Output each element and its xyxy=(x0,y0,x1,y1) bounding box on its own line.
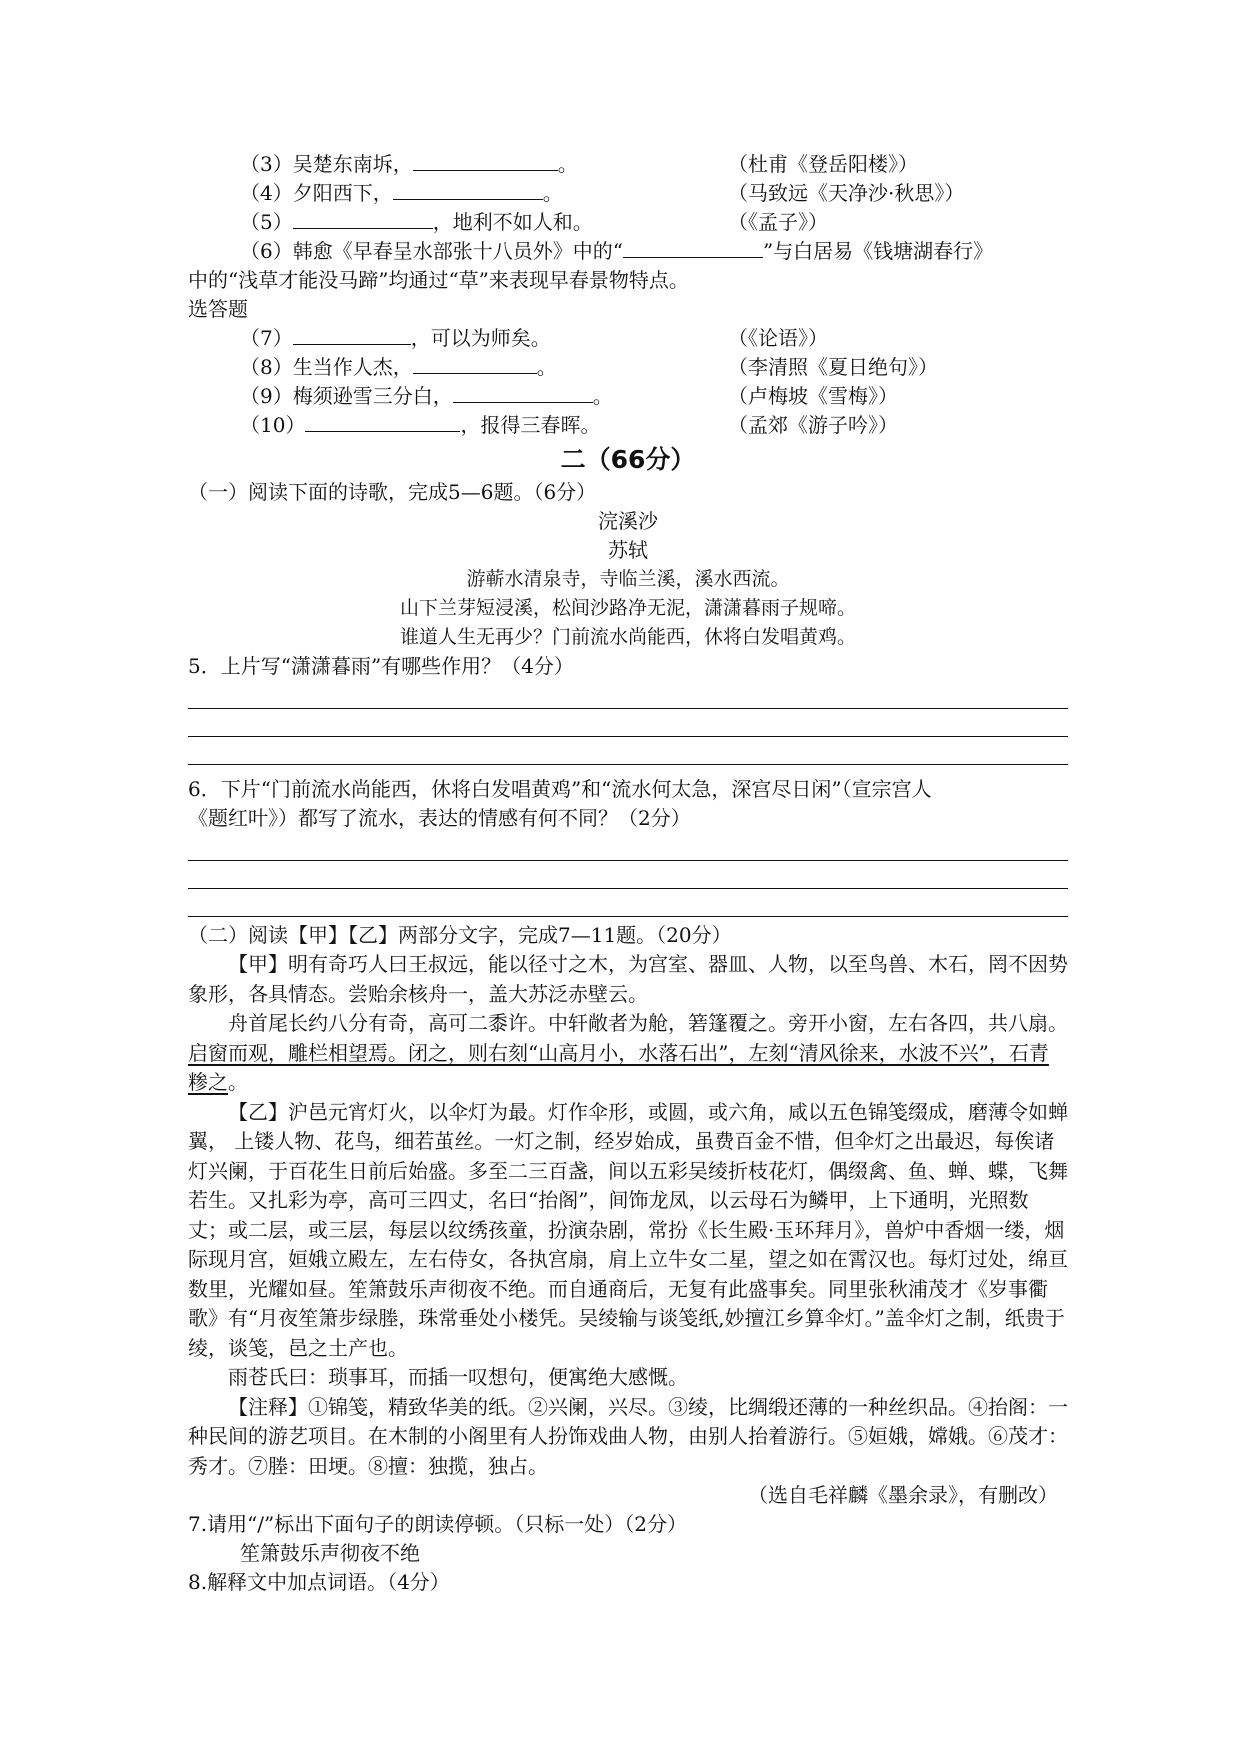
item-source: （杜甫《登岳阳楼》） xyxy=(728,152,918,176)
item-source: （卢梅坡《雪梅》） xyxy=(728,384,898,408)
answer-line[interactable] xyxy=(188,889,1068,917)
poem-line: 山下兰芽短浸溪，松间沙路净无泥，潇潇暮雨子规啼。 xyxy=(399,597,856,619)
fill-item-8 xyxy=(188,353,1068,382)
answer-blank[interactable] xyxy=(413,150,558,171)
item-source: （李清照《夏日绝句》） xyxy=(728,355,938,379)
answer-blank[interactable] xyxy=(453,382,593,403)
answer-blank[interactable] xyxy=(293,208,433,229)
item-text: ”与白居易《钱塘湖春行》 xyxy=(762,239,994,263)
item-text: （5） xyxy=(240,210,293,234)
fill-item-6 xyxy=(188,237,1068,266)
passage-yi: 【乙】沪邑元宵灯火，以伞灯为最。灯作伞形，或圆，或六角，咸以五色锦笺缀成，磨薄令如蝉翼， 上镂人物、花鸟，细若茧丝。一灯之制，经岁始成，虽费百金不惜，但伞灯之出最迟，每俟诸灯兴阑，于百花生日前后始盛。多至二三百盏，间以五彩吴绫折枝花灯，偶缀禽、鱼、蝉、蝶，飞舞若生。又扎彩为亭，高可三四丈，名曰“抬阁”，间饰龙凤，以云母石为鳞甲，上下通明，光照数丈；或二层，或三层，每层以纹绣孩童，扮演杂剧，常扮《长生殿·玉环拜月》，兽炉中香烟一缕，烟际现月宫，姮娥立殿左，左右侍女，各执宫扇，肩上立牛女二星，望之如在霄汉也。每灯过处，绵亘数里，光耀如昼。笙箫鼓乐声彻夜不绝。而自通商后，无复有此盛事矣。同里张秋浦茂才《岁事衢歌》有“月夜笙箫步绿塍，珠常垂处小楼凭。吴绫输与谈笺纸,妙擅江乡算伞灯。”盖伞灯之制，纸贵于绫，谈笺，邑之土产也。 xyxy=(188,1099,1068,1360)
item-source: （孟郊《游子吟》） xyxy=(728,413,898,437)
passage-jia-p2 xyxy=(188,1009,1068,1098)
item-text: ，可以为师矣。 xyxy=(410,326,551,350)
item-source: （《论语》） xyxy=(728,326,828,350)
item-text: （4）夕阳西下， xyxy=(240,181,393,205)
question-8: 8.解释文中加点词语。（4分） xyxy=(188,1570,450,1594)
section-title: 二（66分） xyxy=(560,445,696,474)
question-7-sentence: 笙箫鼓乐声彻夜不绝 xyxy=(240,1541,420,1565)
item-text: （3）吴楚东南坼， xyxy=(240,152,413,176)
answer-line[interactable] xyxy=(188,833,1068,861)
fill-item-3 xyxy=(188,150,1068,179)
item-source: （马致远《天净沙·秋思》） xyxy=(728,181,965,205)
answer-line[interactable] xyxy=(188,681,1068,709)
passage-jia-p1: 【甲】明有奇巧人曰王叔远，能以径寸之木，为宫室、器皿、人物，以至鸟兽、木石，罔不因势象形，各具情态。尝贻余核舟一，盖大苏泛赤壁云。 xyxy=(188,952,1068,1006)
poem-title: 浣溪沙 xyxy=(598,509,658,533)
fill-item-10 xyxy=(188,411,1068,440)
fill-item-6-cont xyxy=(188,266,1068,295)
fill-item-5 xyxy=(188,208,1068,237)
item-text: ，地利不如人和。 xyxy=(432,210,593,234)
optional-label: 选答题 xyxy=(188,297,248,321)
passage-notes: 【注释】①锦笺，精致华美的纸。②兴阑，兴尽。③绫，比绸缎还薄的一种丝织品。④抬阁：一种民间的游艺项目。在木制的小阁里有人扮饰戏曲人物，由别人抬着游行。⑤姮娥，嫦娥。⑥茂才：秀才。⑦塍：田埂。⑧擅：独揽，独占。 xyxy=(188,1394,1068,1478)
part1-intro: （一）阅读下面的诗歌，完成5—6题。（6分） xyxy=(188,480,597,504)
item-text: 。 xyxy=(542,181,563,205)
item-text: ，报得三春晖。 xyxy=(460,413,601,437)
exam-page xyxy=(188,150,1068,1597)
answer-line[interactable] xyxy=(188,861,1068,889)
item-text: （10） xyxy=(240,413,306,437)
item-text: 。 xyxy=(592,384,613,408)
fill-item-7 xyxy=(188,324,1068,353)
item-text: （6）韩愈《早春呈水部张十八员外》中的“ xyxy=(240,239,623,263)
question-6: 6．下片“门前流水尚能西，休将白发唱黄鸡”和“流水何太急，深宫尽日闲”（宣宗宫人 xyxy=(188,777,932,801)
answer-blank[interactable] xyxy=(413,353,537,374)
answer-blank[interactable] xyxy=(623,237,763,258)
poem-line: 谁道人生无再少？门前流水尚能西，休将白发唱黄鸡。 xyxy=(399,626,856,648)
question-5: 5．上片写“潇潇暮雨”有哪些作用？（4分） xyxy=(188,654,574,678)
underlined-sentence: 启窗而观，雕栏相望焉。闭之，则右刻“山高月小，水落石出”，左刻“清风徐来，水波不兴”，石青糁之 xyxy=(188,1040,1049,1094)
fill-item-4 xyxy=(188,179,1068,208)
item-source: （《孟子》） xyxy=(728,210,828,234)
item-text: （8）生当作人杰， xyxy=(240,355,413,379)
answer-blank[interactable] xyxy=(293,324,411,345)
item-text: （9）梅须逊雪三分白， xyxy=(240,384,453,408)
answer-line[interactable] xyxy=(188,709,1068,737)
item-text: 。 xyxy=(536,355,557,379)
question-6-cont: 《题红叶》）都写了流水，表达的情感有何不同？（2分） xyxy=(188,806,691,830)
passage-comment: 雨苍氏曰：琐事耳，而插一叹想句，便寓绝大感慨。 xyxy=(228,1365,688,1389)
item-text: 中的“浅草才能没马蹄”均通过“草”来表现早春景物特点。 xyxy=(188,268,689,292)
poem-author: 苏轼 xyxy=(608,538,648,562)
citation: （选自毛祥麟《墨余录》，有删改） xyxy=(748,1483,1058,1507)
answer-blank[interactable] xyxy=(305,411,460,432)
fill-item-9 xyxy=(188,382,1068,411)
passage-text: 舟首尾长约八分有奇，高可二黍许。中轩敞者为舱，箬篷覆之。旁开小窗，左右各四，共八扇。 xyxy=(228,1011,1068,1035)
part2-intro: （二）阅读【甲】【乙】两部分文字，完成7—11题。（20分） xyxy=(188,923,732,947)
passage-text: 。 xyxy=(228,1070,248,1094)
answer-blank[interactable] xyxy=(393,179,543,200)
poem-line: 游蕲水清泉寺，寺临兰溪，溪水西流。 xyxy=(466,568,790,590)
item-text: （7） xyxy=(240,326,293,350)
answer-line[interactable] xyxy=(188,737,1068,765)
item-text: 。 xyxy=(557,152,578,176)
question-7: 7.请用“/”标出下面句子的朗读停顿。（只标一处）（2分） xyxy=(188,1512,687,1536)
